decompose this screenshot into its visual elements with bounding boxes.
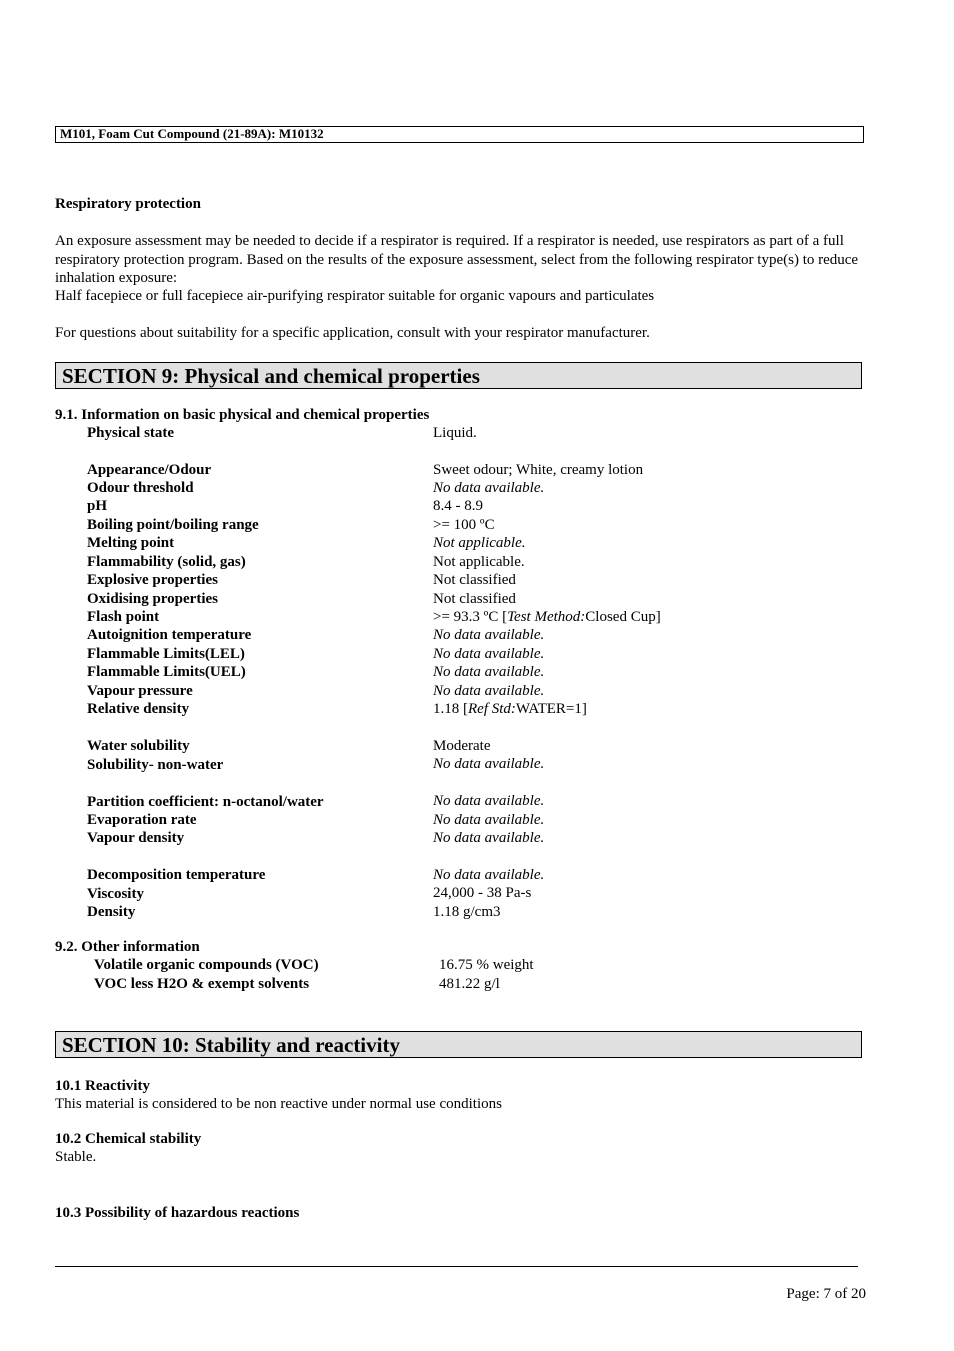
- prop-value: Not applicable.: [433, 535, 526, 551]
- other-label: Volatile organic compounds (VOC): [94, 957, 319, 973]
- prop-value: No data available.: [433, 793, 545, 809]
- prop-value: Not applicable.: [433, 554, 525, 570]
- prop-value: No data available.: [433, 812, 545, 828]
- prop-value: 1.18 g/cm3: [433, 904, 501, 920]
- prop-value: No data available.: [433, 627, 545, 643]
- prop-label: pH: [87, 498, 108, 514]
- prop-value: No data available.: [433, 480, 545, 496]
- prop-value: No data available.: [433, 867, 545, 883]
- document-header: M101, Foam Cut Compound (21-89A): M10132: [55, 126, 864, 143]
- prop-value: Liquid.: [433, 425, 477, 441]
- other-label: VOC less H2O & exempt solvents: [94, 976, 310, 992]
- prop-value: Not classified: [433, 572, 516, 588]
- respiratory-para2: Half facepiece or full facepiece air-purifying respirator suitable for organic vapours and particulates: [55, 288, 655, 304]
- reactivity-text: This material is considered to be non reactive under normal use conditions: [55, 1096, 502, 1112]
- prop-label: Vapour density: [87, 830, 185, 846]
- prop-label: Physical state: [87, 425, 175, 441]
- prop-label: Relative density: [87, 701, 190, 717]
- prop-value: No data available.: [433, 830, 545, 846]
- prop-value-part: 1.18 [: [433, 701, 468, 717]
- prop-value: 24,000 - 38 Pa-s: [433, 885, 532, 901]
- reactivity-title: 10.1 Reactivity: [55, 1078, 150, 1094]
- stability-title: 10.2 Chemical stability: [55, 1131, 202, 1147]
- prop-label: Melting point: [87, 535, 175, 551]
- prop-value: Not classified: [433, 591, 516, 607]
- prop-value: Moderate: [433, 738, 491, 754]
- prop-value: No data available.: [433, 646, 545, 662]
- other-value: 481.22 g/l: [439, 976, 500, 992]
- prop-label: Vapour pressure: [87, 683, 193, 699]
- prop-value-tail: WATER=1]: [515, 701, 587, 717]
- section9-subtitle-1: 9.1. Information on basic physical and chemical properties: [55, 407, 430, 423]
- prop-value-relative-density: [433, 701, 587, 718]
- prop-label: Viscosity: [87, 886, 144, 902]
- prop-label: Water solubility: [87, 738, 190, 754]
- prop-value: No data available.: [433, 664, 545, 680]
- stability-text: Stable.: [55, 1149, 97, 1165]
- prop-value: No data available.: [433, 683, 545, 699]
- prop-label: Autoignition temperature: [87, 627, 252, 643]
- prop-label: Odour threshold: [87, 480, 194, 496]
- other-value: 16.75 % weight: [439, 957, 534, 973]
- prop-value-flash-point: [433, 609, 661, 626]
- prop-value: >= 100 ºC: [433, 517, 495, 533]
- prop-label: Solubility- non-water: [87, 757, 224, 773]
- respiratory-para3: For questions about suitability for a specific application, consult with your respirator manufacturer.: [55, 325, 650, 341]
- prop-value: Sweet odour; White, creamy lotion: [433, 462, 644, 478]
- prop-label: Flash point: [87, 609, 160, 625]
- prop-label: Oxidising properties: [87, 591, 218, 607]
- prop-label: Density: [87, 904, 136, 920]
- prop-label: Decomposition temperature: [87, 867, 266, 883]
- respiratory-title: Respiratory protection: [55, 196, 201, 212]
- prop-label: Evaporation rate: [87, 812, 197, 828]
- prop-value-italic: Test Method:: [507, 609, 586, 625]
- prop-label: Flammability (solid, gas): [87, 554, 246, 570]
- prop-value: No data available.: [433, 756, 545, 772]
- section10-title: SECTION 10: Stability and reactivity: [55, 1031, 862, 1058]
- prop-value: 8.4 - 8.9: [433, 498, 483, 514]
- prop-value-part: >= 93.3 ºC [: [433, 609, 508, 625]
- prop-value-tail: Closed Cup]: [585, 609, 661, 625]
- prop-value-italic: Ref Std:: [468, 701, 516, 717]
- page-number: Page: 7 of 20: [786, 1286, 866, 1302]
- prop-label: Explosive properties: [87, 572, 218, 588]
- respiratory-para1: An exposure assessment may be needed to decide if a respirator is required. If a respirator is needed, use respirators as part of a full respiratory protection program. Based on the results of the exposure assessment, select from the following respirator type(s) to reduce inhalation exposure:: [55, 233, 859, 286]
- section9-subtitle-2: 9.2. Other information: [55, 939, 200, 955]
- section9-title: SECTION 9: Physical and chemical properties: [55, 362, 862, 389]
- hazardous-reactions-title: 10.3 Possibility of hazardous reactions: [55, 1205, 300, 1221]
- prop-label: Boiling point/boiling range: [87, 517, 259, 533]
- prop-label: Partition coefficient: n-octanol/water: [87, 794, 324, 810]
- prop-label: Flammable Limits(UEL): [87, 664, 246, 680]
- prop-label: Flammable Limits(LEL): [87, 646, 245, 662]
- footer-divider: [55, 1266, 858, 1267]
- prop-label: Appearance/Odour: [87, 462, 212, 478]
